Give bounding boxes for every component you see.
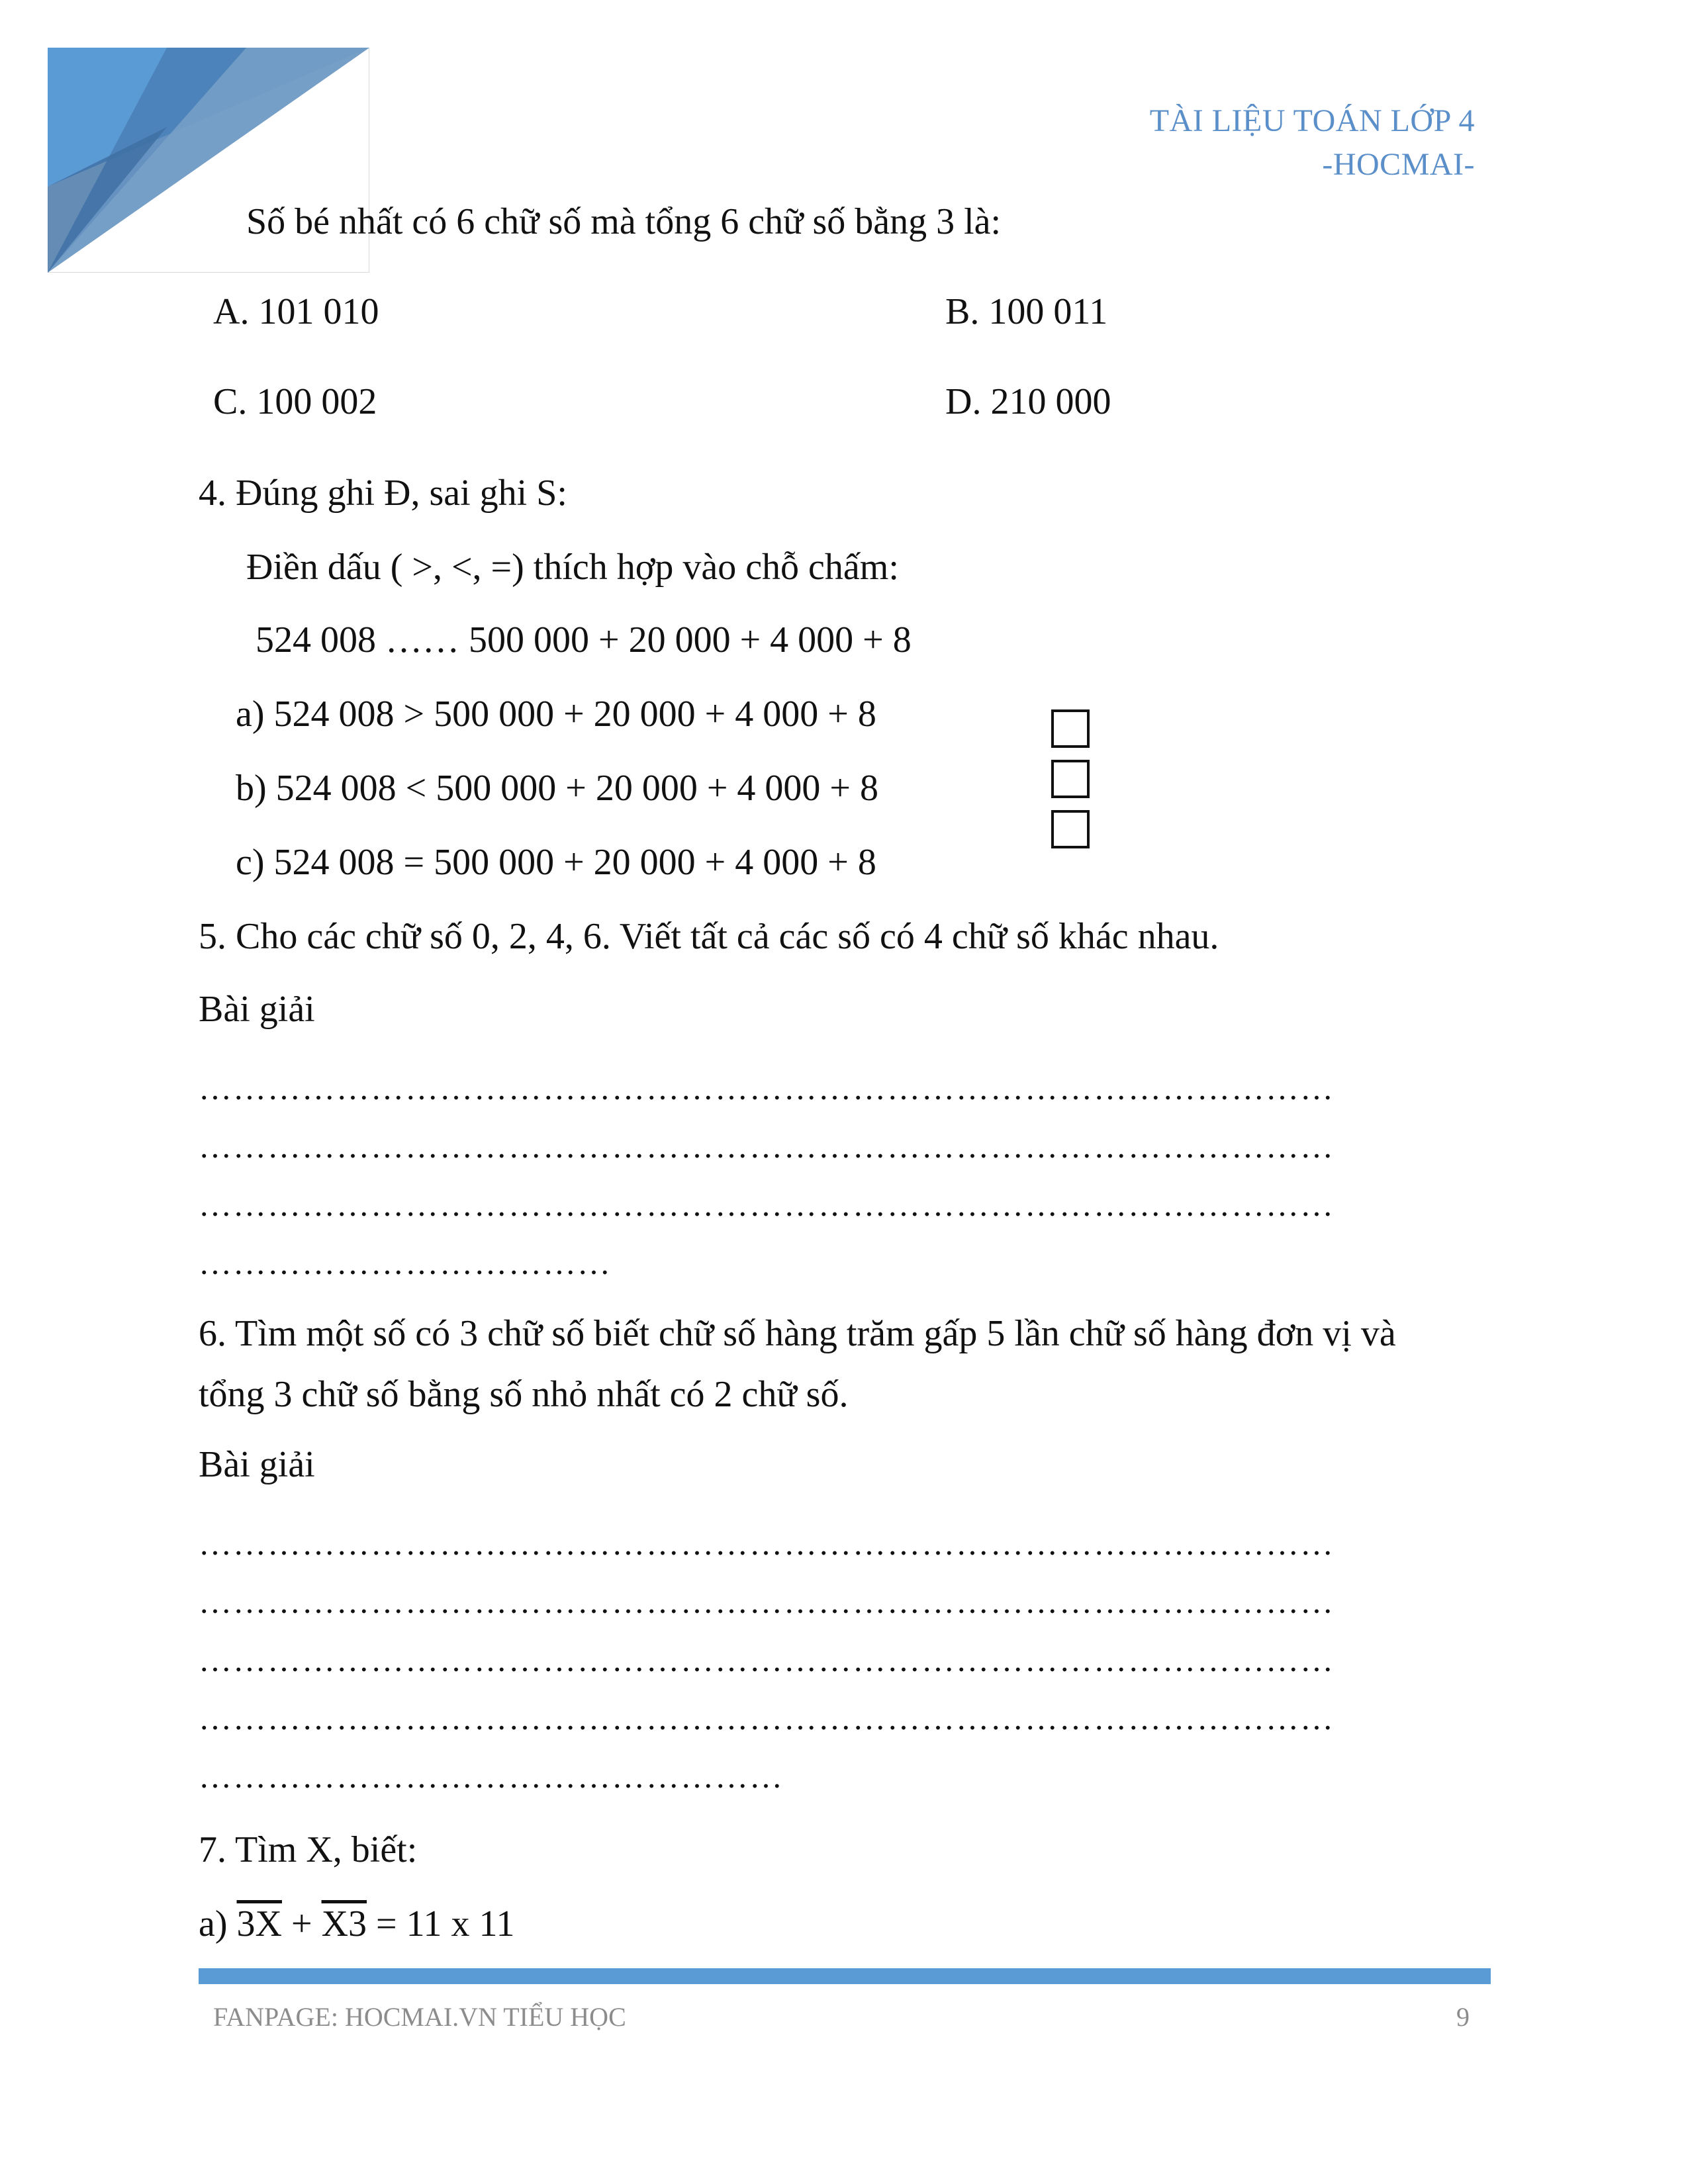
q7-part-a-rest: = 11 x 11 [367, 1903, 515, 1944]
q6-answer-line-4[interactable]: ……………………………………………………………………………………… [199, 1700, 1335, 1737]
q7-part-a-prefix: a) [199, 1903, 237, 1944]
page-number: 9 [1456, 2002, 1470, 2032]
q4-instruction: Điền dấu ( >, <, =) thích hợp vào chỗ chấm: [246, 547, 899, 588]
q3-option-c: C. 100 002 [213, 381, 377, 422]
q6-title-line1: 6. Tìm một số có 3 chữ số biết chữ số hàng trăm gấp 5 lần chữ số hàng đơn vị và [199, 1313, 1396, 1354]
header-title-line1: TÀI LIỆU TOÁN LỚP 4 [1149, 103, 1475, 138]
q7-part-a [199, 1901, 514, 1947]
footer-divider [199, 1968, 1491, 1984]
q5-solution-label: Bài giải [199, 989, 315, 1030]
q5-title: 5. Cho các chữ số 0, 2, 4, 6. Viết tất cả các số có 4 chữ số khác nhau. [199, 916, 1219, 957]
q4-answer-box-a[interactable] [1051, 709, 1090, 748]
q3-option-a: A. 101 010 [213, 291, 379, 332]
q4-expression: 524 008 …… 500 000 + 20 000 + 4 000 + 8 [256, 619, 912, 660]
q6-solution-label: Bài giải [199, 1444, 315, 1485]
footer-fanpage: FANPAGE: HOCMAI.VN TIỂU HỌC [213, 2002, 626, 2032]
q4-answer-box-c[interactable] [1051, 810, 1090, 848]
q5-answer-line-1[interactable]: ……………………………………………………………………………………… [199, 1069, 1335, 1107]
q4-item-a: a) 524 008 > 500 000 + 20 000 + 4 000 + 8 [236, 694, 876, 735]
q7-term-x3-overlined: X3 [321, 1903, 367, 1944]
q6-answer-line-3[interactable]: ……………………………………………………………………………………… [199, 1641, 1335, 1678]
q7-title: 7. Tìm X, biết: [199, 1829, 418, 1870]
header-title-line2: -HOCMAI- [1322, 147, 1475, 182]
q6-answer-line-5[interactable]: …………………………………………… [199, 1758, 784, 1795]
q6-answer-line-1[interactable]: ……………………………………………………………………………………… [199, 1525, 1335, 1562]
q3-option-b: B. 100 011 [945, 291, 1108, 332]
q3-option-d: D. 210 000 [945, 381, 1111, 422]
q7-plus: + [281, 1903, 322, 1944]
q4-item-c: c) 524 008 = 500 000 + 20 000 + 4 000 + 8 [236, 842, 876, 883]
q6-title-line2: tổng 3 chữ số bằng số nhỏ nhất có 2 chữ số. [199, 1374, 849, 1415]
document-header [1150, 99, 1475, 187]
q4-title: 4. Đúng ghi Đ, sai ghi S: [199, 473, 567, 514]
q6-answer-line-2[interactable]: ……………………………………………………………………………………… [199, 1583, 1335, 1620]
q5-answer-line-2[interactable]: ……………………………………………………………………………………… [199, 1128, 1335, 1165]
q4-item-b: b) 524 008 < 500 000 + 20 000 + 4 000 + 8 [236, 768, 878, 809]
q5-answer-line-3[interactable]: ……………………………………………………………………………………… [199, 1186, 1335, 1223]
q5-answer-line-4[interactable]: ……………………………… [199, 1244, 612, 1281]
q4-answer-box-b[interactable] [1051, 760, 1090, 798]
q7-term-3x-overlined: 3X [236, 1903, 282, 1944]
q3-stem: Số bé nhất có 6 chữ số mà tổng 6 chữ số bằng 3 là: [246, 201, 1002, 242]
